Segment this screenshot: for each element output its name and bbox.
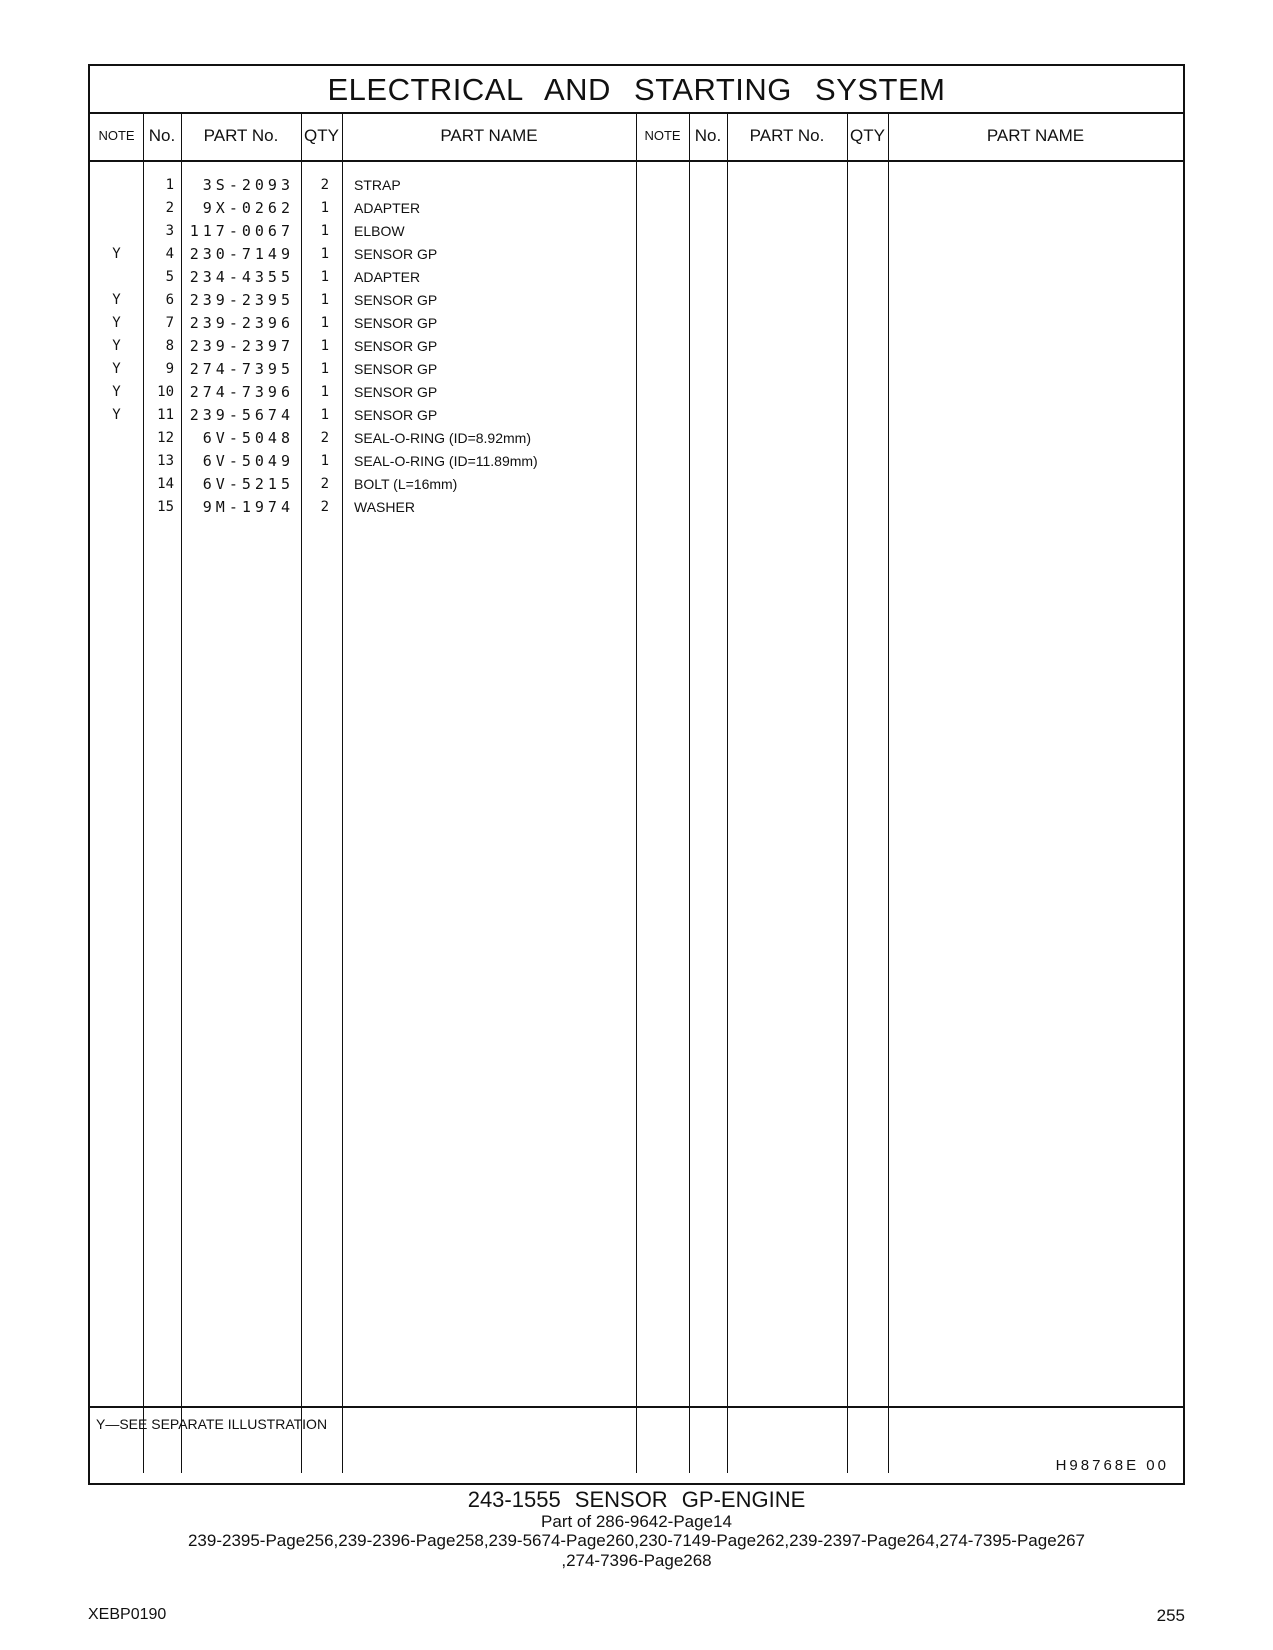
part-of-reference: Part of 286-9642-Page14 (541, 1512, 732, 1531)
note-cell: Y (112, 361, 121, 377)
table-row (90, 404, 636, 427)
note-cell (90, 174, 143, 197)
part-name-cell: SENSOR GP (354, 292, 438, 308)
publication-number: XEBP0190 (88, 1606, 167, 1623)
quantity-cell: 1 (320, 453, 329, 469)
note-cell (90, 450, 143, 473)
quantity-cell: 2 (320, 430, 329, 446)
table-row (90, 473, 636, 496)
header-part-no-left: PART No. (203, 126, 279, 145)
part-number-cell: 3S-2093 (202, 176, 294, 194)
note-cell (90, 266, 143, 289)
quantity-cell: 1 (320, 315, 329, 331)
header-qty-left: QTY (304, 126, 339, 145)
part-number-cell: 6V-5049 (202, 452, 294, 470)
quantity-cell: 1 (320, 200, 329, 216)
part-number-cell: 239-2397 (189, 337, 294, 355)
part-number-cell: 117-0067 (189, 222, 294, 240)
quantity-cell: 1 (320, 292, 329, 308)
part-number-cell: 239-2395 (189, 291, 294, 309)
item-number-cell: 10 (157, 384, 174, 400)
item-number-cell: 11 (157, 407, 174, 423)
part-number-cell: 239-5674 (189, 406, 294, 424)
part-name-cell: SENSOR GP (354, 384, 438, 400)
header-no-right: No. (694, 126, 722, 145)
part-name-cell: SENSOR GP (354, 338, 438, 354)
table-row (90, 197, 636, 220)
note-cell: Y (112, 384, 121, 400)
quantity-cell: 1 (320, 361, 329, 377)
assembly-title: 243-1555 SENSOR GP-ENGINE (467, 1487, 806, 1512)
note-cell: Y (112, 407, 121, 423)
table-row (90, 358, 636, 381)
note-cell: Y (112, 315, 121, 331)
table-row (90, 496, 636, 519)
item-number-cell: 13 (157, 453, 174, 469)
part-name-cell: SEAL-O-RING (ID=11.89mm) (354, 453, 538, 469)
quantity-cell: 1 (320, 269, 329, 285)
item-number-cell: 6 (165, 292, 174, 308)
part-name-cell: WASHER (354, 499, 415, 515)
part-name-cell: BOLT (L=16mm) (354, 476, 458, 492)
table-row (90, 266, 636, 289)
item-number-cell: 15 (157, 499, 174, 515)
header-part-name-left: PART NAME (440, 126, 538, 145)
part-name-cell: ADAPTER (354, 269, 421, 285)
note-legend: Y—SEE SEPARATE ILLUSTRATION (96, 1416, 328, 1432)
item-number-cell: 4 (165, 246, 174, 262)
page-references (88, 1531, 1185, 1571)
item-number-cell: 8 (165, 338, 174, 354)
header-qty-right: QTY (850, 126, 885, 145)
page-title: ELECTRICAL AND STARTING SYSTEM (90, 66, 1183, 114)
part-name-cell: STRAP (354, 177, 401, 193)
table-row (90, 289, 636, 312)
part-number-cell: 9M-1974 (202, 498, 294, 516)
note-cell (90, 473, 143, 496)
note-cell: Y (112, 246, 121, 262)
header-no-left: No. (148, 126, 176, 145)
part-number-cell: 6V-5215 (202, 475, 294, 493)
item-number-cell: 1 (165, 177, 174, 193)
parts-list (90, 162, 1183, 1473)
part-number-cell: 239-2396 (189, 314, 294, 332)
table-row (90, 174, 636, 197)
part-name-cell: SENSOR GP (354, 246, 438, 262)
table-row (90, 450, 636, 473)
table-footer-divider (90, 1406, 1183, 1408)
note-cell (90, 427, 143, 450)
part-name-cell: SENSOR GP (354, 315, 438, 331)
quantity-cell: 2 (320, 499, 329, 515)
item-number-cell: 14 (157, 476, 174, 492)
page-references-line: ,274-7396-Page268 (561, 1551, 712, 1570)
illustration-code: H98768E 00 (1055, 1457, 1169, 1474)
part-number-cell: 6V-5048 (202, 429, 294, 447)
item-number-cell: 3 (165, 223, 174, 239)
item-number-cell: 9 (165, 361, 174, 377)
table-row (90, 243, 636, 266)
part-name-cell: ELBOW (354, 223, 405, 239)
note-cell: Y (112, 292, 121, 308)
part-name-cell: ADAPTER (354, 200, 421, 216)
quantity-cell: 2 (320, 177, 329, 193)
note-cell (90, 496, 143, 519)
part-number-cell: 234-4355 (189, 268, 294, 286)
quantity-cell: 1 (320, 223, 329, 239)
header-note-left: NOTE (98, 128, 135, 143)
table-row (90, 312, 636, 335)
header-part-no-right: PART No. (749, 126, 825, 145)
parts-table-frame (88, 64, 1185, 1485)
item-number-cell: 2 (165, 200, 174, 216)
note-cell: Y (112, 338, 121, 354)
note-cell (90, 197, 143, 220)
table-row (90, 220, 636, 243)
part-number-cell: 230-7149 (189, 245, 294, 263)
part-name-cell: SEAL-O-RING (ID=8.92mm) (354, 430, 531, 446)
table-row (90, 427, 636, 450)
part-number-cell: 274-7396 (189, 383, 294, 401)
header-note-right: NOTE (644, 128, 681, 143)
item-number-cell: 5 (165, 269, 174, 285)
quantity-cell: 1 (320, 384, 329, 400)
quantity-cell: 1 (320, 246, 329, 262)
page-number: 255 (1156, 1606, 1185, 1625)
part-number-cell: 9X-0262 (202, 199, 294, 217)
part-number-cell: 274-7395 (189, 360, 294, 378)
table-row (90, 335, 636, 358)
table-row (90, 381, 636, 404)
part-name-cell: SENSOR GP (354, 407, 438, 423)
note-cell (90, 220, 143, 243)
item-number-cell: 7 (165, 315, 174, 331)
quantity-cell: 2 (320, 476, 329, 492)
page-references-line: 239-2395-Page256,239-2396-Page258,239-5674-Page260,230-7149-Page262,239-2397-Page264,274-7395-Page267 (187, 1531, 1086, 1550)
quantity-cell: 1 (320, 338, 329, 354)
item-number-cell: 12 (157, 430, 174, 446)
quantity-cell: 1 (320, 407, 329, 423)
header-part-name-right: PART NAME (986, 126, 1085, 145)
part-name-cell: SENSOR GP (354, 361, 438, 377)
